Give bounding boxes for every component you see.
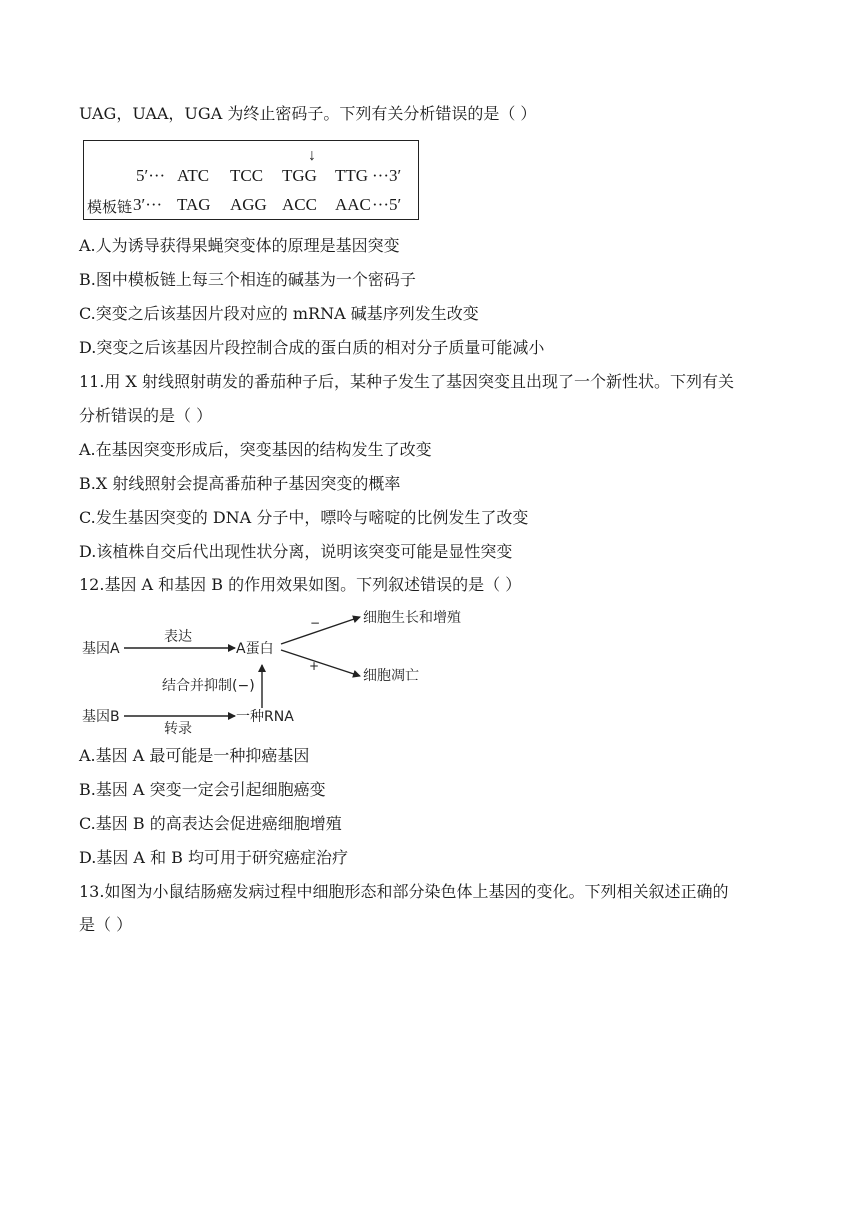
codon: TCC: [230, 166, 264, 185]
gene-b-label: 基因B: [82, 709, 120, 725]
mutation-arrow-icon: ↓: [308, 147, 316, 164]
gene-a-label: 基因A: [82, 641, 120, 657]
q10-option-a: A.人为诱导获得果蝇突变体的原理是基因突变: [79, 236, 400, 255]
codon: AAC: [335, 195, 371, 214]
expression-label: 表达: [164, 629, 192, 645]
q11-option-a: A.在基因突变形成后，突变基因的结构发生了改变: [79, 440, 432, 459]
minus-sign: −: [310, 616, 321, 630]
q11-stem-line2: 分析错误的是（ ）: [79, 406, 213, 425]
template-strand-label: 模板链: [87, 198, 133, 216]
coding-3-end: ···3′: [372, 166, 402, 185]
q13-stem-line2: 是（ ）: [79, 915, 133, 934]
q10-option-d: D.突变之后该基因片段控制合成的蛋白质的相对分子质量可能减小: [79, 338, 545, 357]
codon: TTG: [335, 166, 369, 185]
bind-inhibit-label: 结合并抑制(−): [162, 678, 255, 694]
q11-option-c: C.发生基因突变的 DNA 分子中，嘌呤与嘧啶的比例发生了改变: [79, 508, 529, 527]
q10-option-b: B.图中模板链上每三个相连的碱基为一个密码子: [79, 270, 416, 289]
q11-stem-line1: 11.用 X 射线照射萌发的番茄种子后，某种子发生了基因突变且出现了一个新性状。下列有关: [79, 372, 735, 391]
q11-option-d: D.该植株自交后代出现性状分离，说明该突变可能是显性突变: [79, 542, 513, 561]
rna-label: 一种RNA: [236, 709, 294, 725]
codon: ACC: [282, 195, 317, 214]
codon: TGG: [282, 166, 317, 185]
apoptosis-label: 细胞凋亡: [363, 668, 419, 684]
q12-stem: 12.基因 A 和基因 B 的作用效果如图。下列叙述错误的是（ ）: [79, 575, 522, 594]
template-3-end: 3′···: [133, 195, 163, 214]
q10-intro: UAG，UAA，UGA 为终止密码子。下列有关分析错误的是（ ）: [79, 104, 537, 123]
q10-option-c: C.突变之后该基因片段对应的 mRNA 碱基序列发生改变: [79, 304, 479, 323]
cell-growth-label: 细胞生长和增殖: [363, 610, 461, 626]
coding-5-end: 5′···: [136, 166, 166, 185]
q12-option-b: B.基因 A 突变一定会引起细胞癌变: [79, 780, 326, 799]
q12-option-a: A.基因 A 最可能是一种抑癌基因: [79, 746, 310, 765]
transcription-label: 转录: [164, 721, 192, 737]
protein-a-label: A蛋白: [236, 641, 274, 657]
promote-apoptosis-arrow: [281, 650, 360, 676]
codon: TAG: [177, 195, 211, 214]
codon: AGG: [230, 195, 267, 214]
codon: ATC: [177, 166, 210, 185]
q12-option-d: D.基因 A 和 B 均可用于研究癌症治疗: [79, 848, 349, 867]
q12-option-c: C.基因 B 的高表达会促进癌细胞增殖: [79, 814, 342, 833]
q11-option-b: B.X 射线照射会提高番茄种子基因突变的概率: [79, 474, 401, 493]
template-5-end: ···5′: [372, 195, 402, 214]
q13-stem-line1: 13.如图为小鼠结肠癌发病过程中细胞形态和部分染色体上基因的变化。下列相关叙述正确的: [79, 882, 729, 901]
plus-sign: +: [309, 659, 320, 673]
inhibit-growth-arrow: [281, 617, 360, 644]
